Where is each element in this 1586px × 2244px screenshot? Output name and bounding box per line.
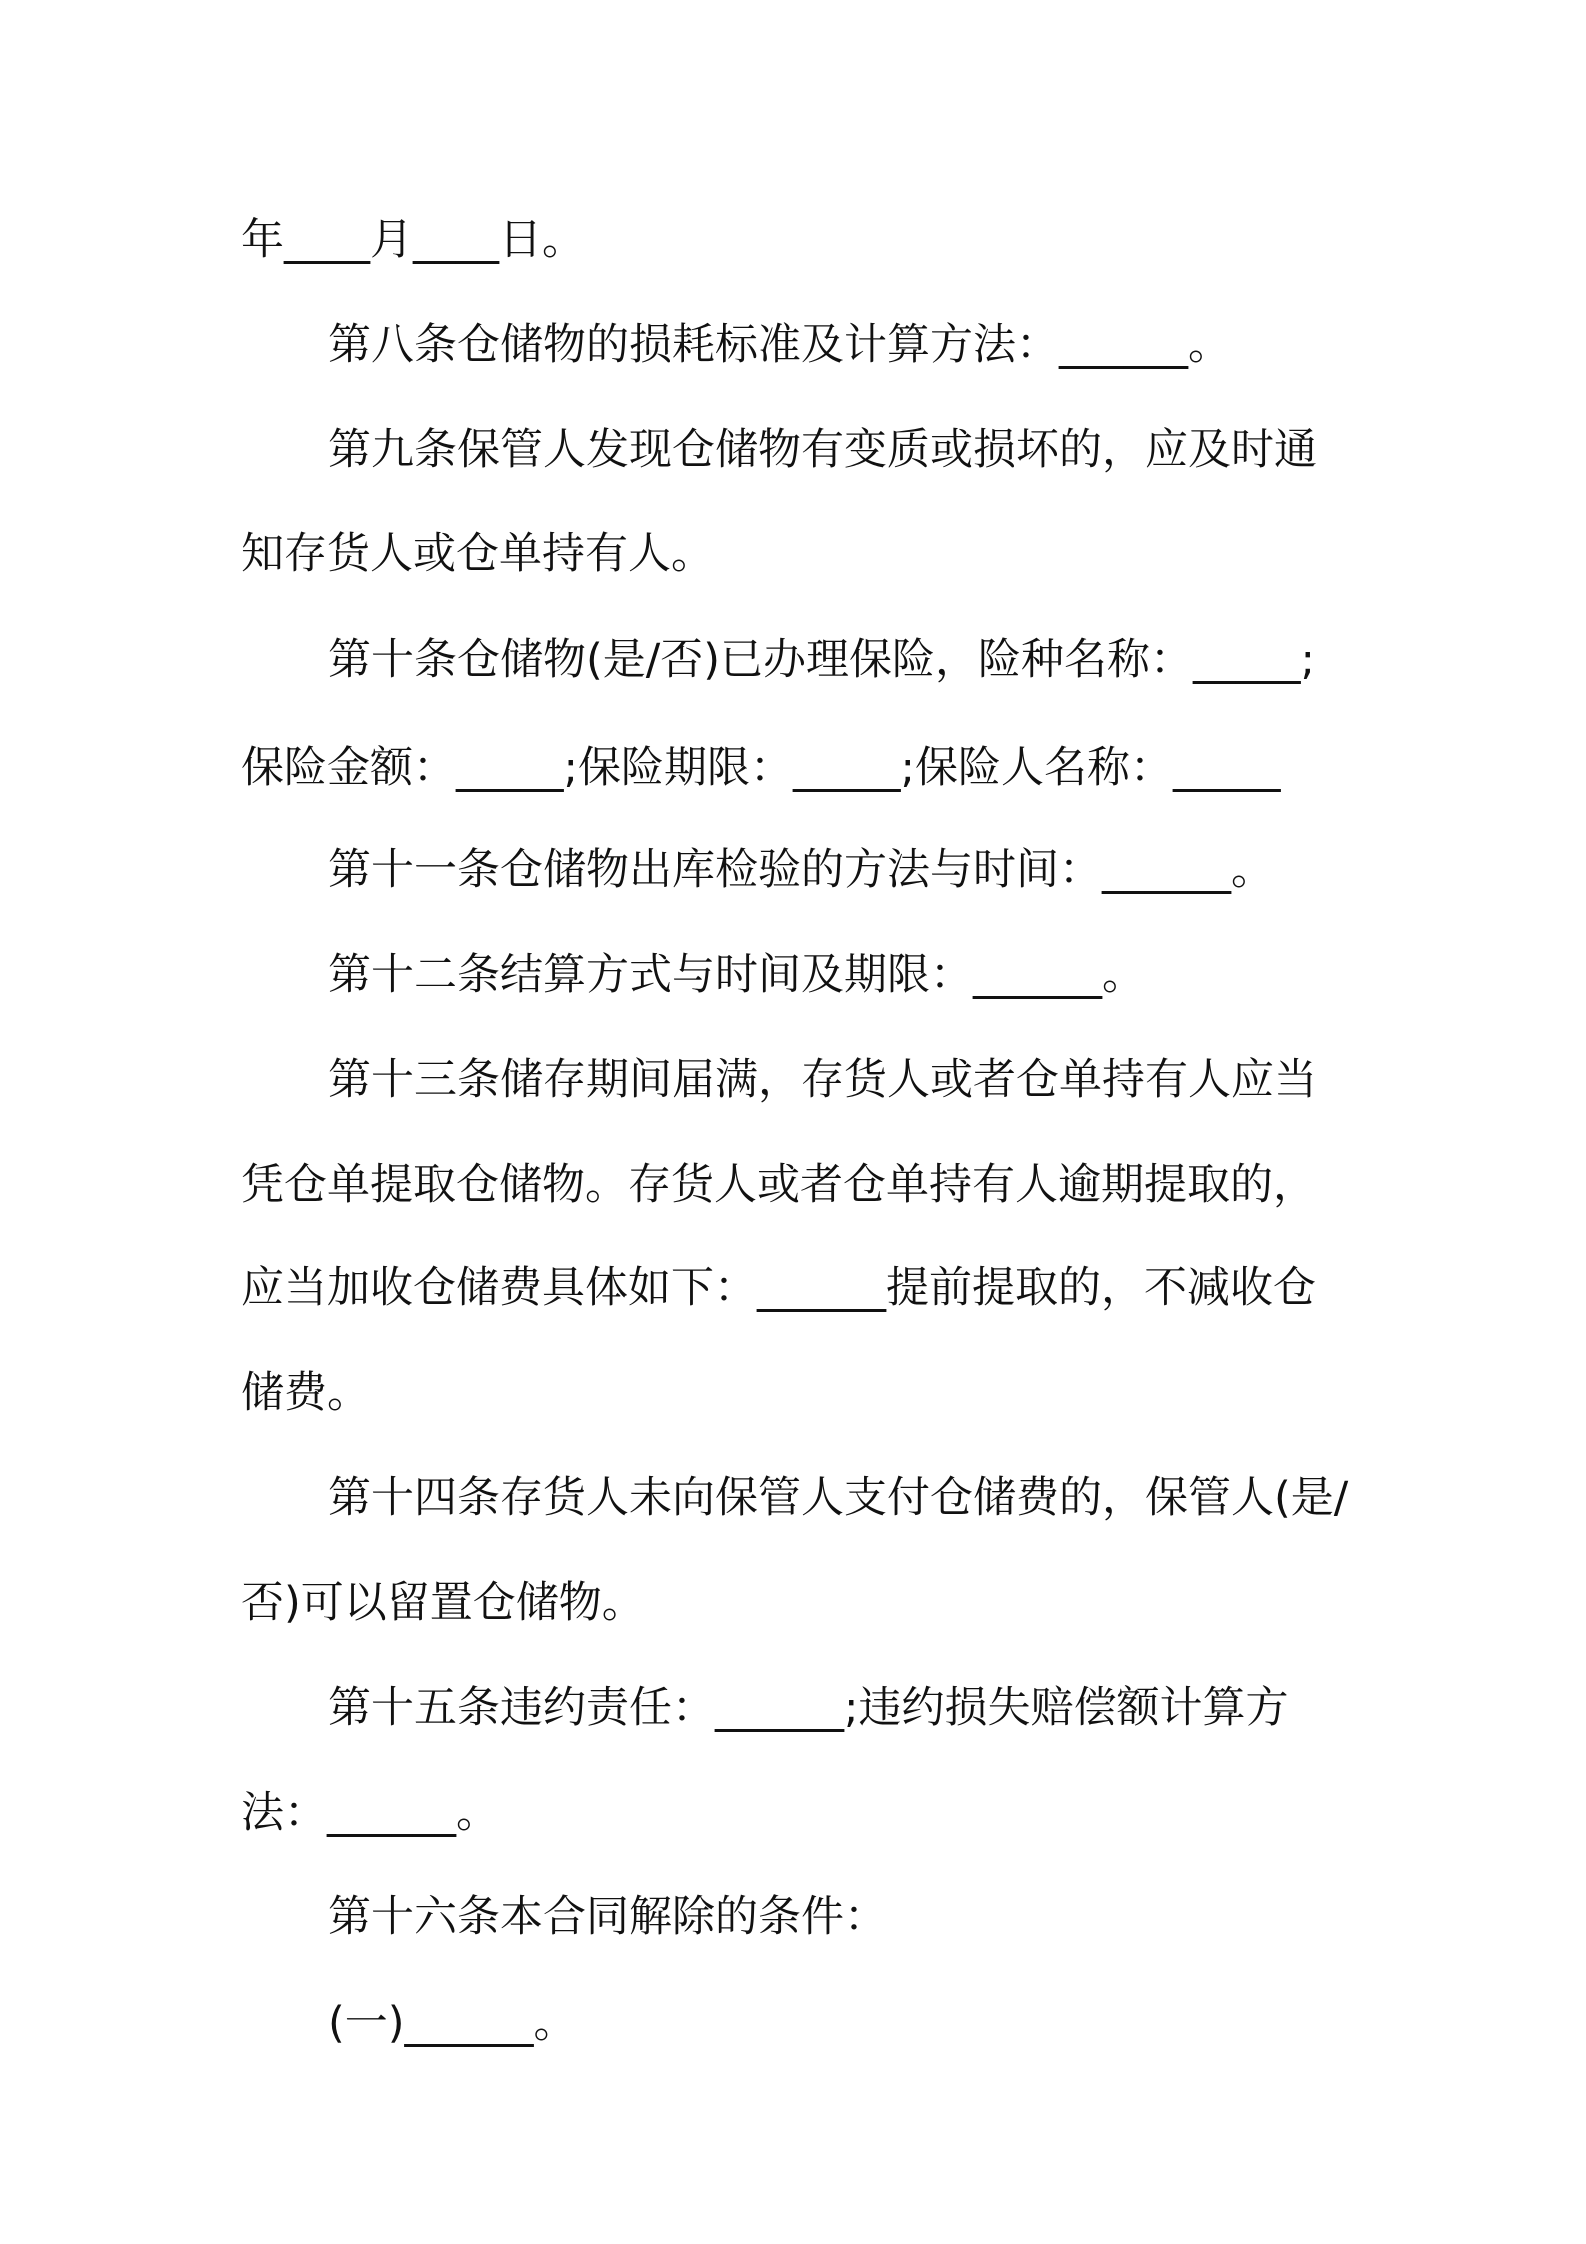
clause-16-item-1: (一)______。 [328,1998,577,2048]
clause-9-cont: 知存货人或仓单持有人。 [241,529,714,579]
clause-10: 第十条仓储物(是/否)已办理保险，险种名称：_____; [328,635,1316,685]
clause-13: 第十三条储存期间届满，存货人或者仓单持有人应当 [328,1055,1317,1105]
clause-10-cont: 保险金额：_____;保险期限：_____;保险人名称：_____ [241,743,1281,793]
clause-13-cont-3: 储费。 [241,1368,370,1418]
clause-16: 第十六条本合同解除的条件： [328,1892,887,1942]
clause-12: 第十二条结算方式与时间及期限：______。 [328,950,1145,1000]
text-line-date: 年____月____日。 [241,215,585,265]
clause-14: 第十四条存货人未向保管人支付仓储费的，保管人(是/ [328,1473,1349,1523]
clause-13-cont-1: 凭仓单提取仓储物。存货人或者仓单持有人逾期提取的， [241,1160,1316,1210]
clause-9: 第九条保管人发现仓储物有变质或损坏的，应及时通 [328,425,1317,475]
clause-15: 第十五条违约责任：______;违约损失赔偿额计算方 [328,1683,1289,1733]
clause-15-cont: 法：______。 [241,1788,499,1838]
clause-8: 第八条仓储物的损耗标准及计算方法：______。 [328,320,1231,370]
clause-14-cont: 否)可以留置仓储物。 [241,1578,645,1628]
clause-11: 第十一条仓储物出库检验的方法与时间：______。 [328,845,1274,895]
clause-13-cont-2: 应当加收仓储费具体如下：______提前提取的，不减收仓 [241,1263,1316,1313]
